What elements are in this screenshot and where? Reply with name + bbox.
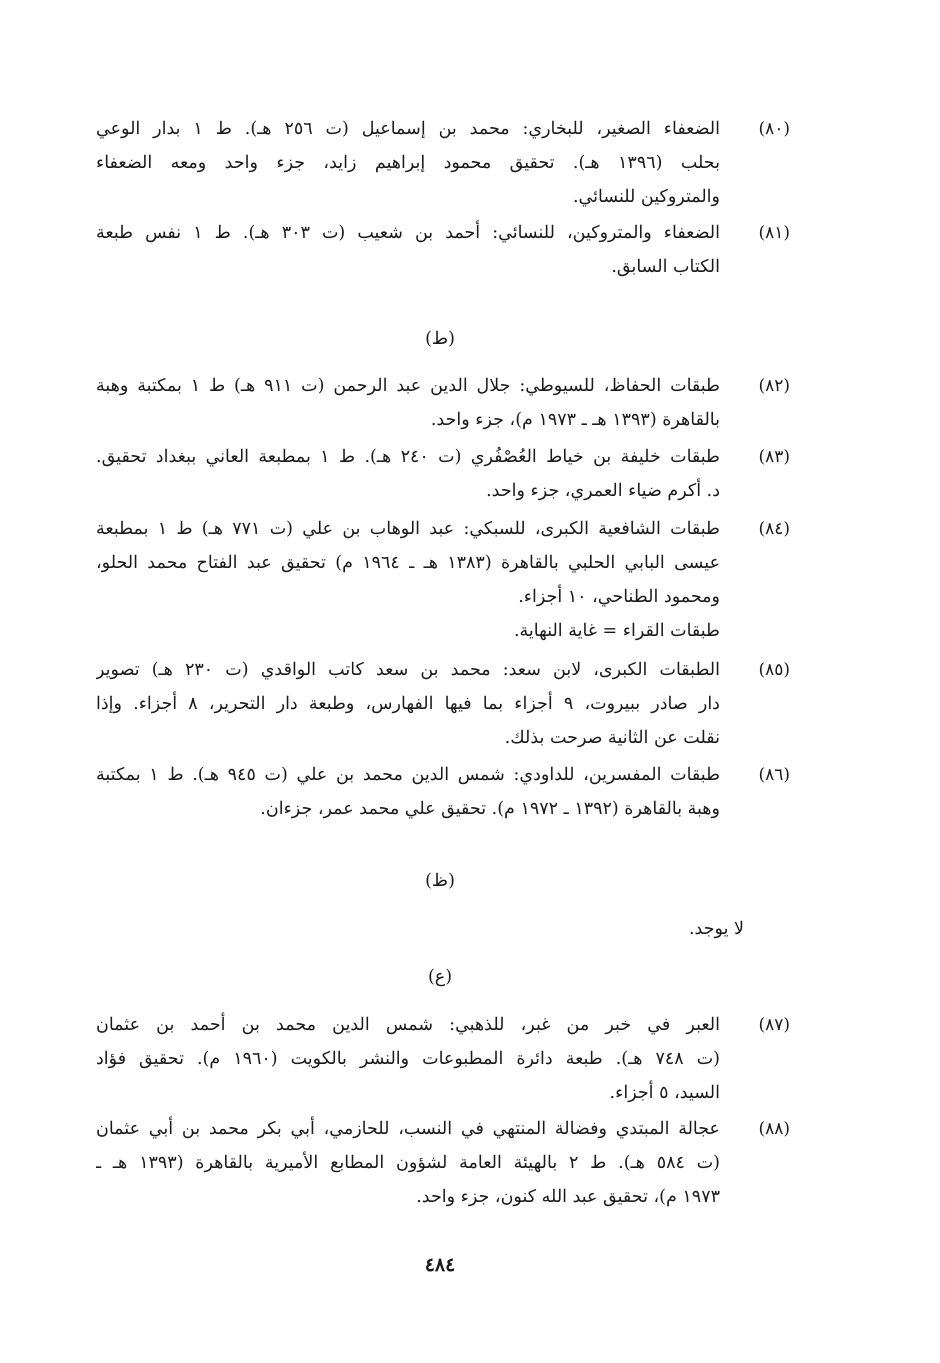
entry-line: (ت ٧٤٨ هـ). طبعة دائرة المطبوعات والنشر بالكويت (١٩٦٠ م). تحقيق فؤاد (96, 1049, 720, 1069)
entry-line: نقلت عن الثانية صرحت بذلك. (504, 728, 720, 748)
entry-line: طبقات القراء = غاية النهاية. (513, 621, 720, 641)
bibliography-entry-86 (96, 758, 790, 826)
entry-line: السيد، ٥ أجزاء. (609, 1083, 720, 1103)
entry-line: العبر في خبر من غبر، للذهبي: شمس الدين محمد بن أحمد بن عثمان (96, 1015, 720, 1035)
bibliography-entry-85 (96, 653, 790, 755)
page-number: ٤٨٤ (424, 1254, 456, 1276)
entry-line: عجالة المبتدي وفضالة المنتهي في النسب، للحازمي، أبي بكر محمد بن أبي عثمان (96, 1119, 720, 1139)
bibliography-entry-82 (96, 369, 790, 437)
entry-number: (٨٥) (758, 660, 790, 680)
entry-number: (٨٢) (758, 376, 790, 396)
bibliography-entry-81 (96, 216, 790, 284)
entry-number: (٨٧) (758, 1015, 790, 1035)
entry-number: (٨٠) (758, 119, 790, 139)
entry-line: الضعفاء والمتروكين، للنسائي: أحمد بن شعيب (ت ٣٠٣ هـ). ط ١ نفس طبعة (96, 223, 720, 243)
bibliography-entry-80 (96, 112, 790, 214)
bibliography-entry-88 (96, 1112, 790, 1214)
entry-line: د. أكرم ضياء العمري، جزء واحد. (486, 481, 720, 501)
entry-line: عيسى البابي الحلبي بالقاهرة (١٣٨٣ هـ ـ ١٩٦٤ م) تحقيق عبد الفتاح محمد الحلو، (96, 553, 720, 573)
entry-line: الطبقات الكبرى، لابن سعد: محمد بن سعد كاتب الواقدي (ت ٢٣٠ هـ) تصوير (96, 660, 720, 680)
entry-line: طبقات خليفة بن خياط العُصْفُري (ت ٢٤٠ هـ). ط ١ بمطبعة العاني ببغداد تحقيق. (96, 447, 720, 467)
entry-line: بحلب (١٣٩٦ هـ). تحقيق محمود إبراهيم زايد، جزء واحد ومعه الضعفاء (96, 153, 720, 173)
entry-line: طبقات المفسرين، للداودي: شمس الدين محمد بن علي (ت ٩٤٥ هـ). ط ١ بمكتبة (96, 765, 720, 785)
section-heading-za: (ظ) (425, 871, 455, 891)
entry-line: ومحمود الطناحي، ١٠ أجزاء. (518, 587, 720, 607)
entry-number: (٨٦) (758, 765, 790, 785)
entry-number: (٨٣) (758, 447, 790, 467)
entry-line: وهبة بالقاهرة (١٣٩٢ ـ ١٩٧٢ م). تحقيق علي محمد عمر، جزءان. (260, 799, 720, 819)
entry-line: الضعفاء الصغير، للبخاري: محمد بن إسماعيل (ت ٢٥٦ هـ). ط ١ بدار الوعي (96, 119, 720, 139)
entry-line: دار صادر ببيروت، ٩ أجزاء بما فيها الفهارس، وطبعة دار التحرير، ٨ أجزاء. وإذا (96, 694, 720, 714)
bibliography-entry-87 (96, 1008, 790, 1110)
entry-number: (٨٤) (758, 519, 790, 539)
bibliography-entry-84 (96, 512, 790, 648)
bibliography-entry-83 (96, 440, 790, 508)
entry-line: والمتروكين للنسائي. (572, 187, 720, 207)
entry-number: (٨١) (758, 223, 790, 243)
entry-number: (٨٨) (758, 1119, 790, 1139)
entry-line: بالقاهرة (١٣٩٣ هـ ـ ١٩٧٣ م)، جزء واحد. (430, 410, 720, 430)
entry-line: طبقات الحفاظ، للسيوطي: جلال الدين عبد الرحمن (ت ٩١١ هـ) ط ١ بمكتبة وهبة (96, 376, 720, 396)
entry-line: ١٩٧٣ م)، تحقيق عبد الله كنون، جزء واحد. (416, 1187, 720, 1207)
entry-line: الكتاب السابق. (611, 257, 720, 277)
no-entries-text: لا يوجد. (688, 919, 744, 939)
entry-line: (ت ٥٨٤ هـ). ط ٢ بالهيئة العامة لشؤون المطابع الأميرية بالقاهرة (١٣٩٣ هـ ـ (96, 1153, 720, 1173)
section-heading-ta: (ط) (425, 329, 455, 349)
section-heading-ain: (ع) (427, 967, 453, 987)
entry-line: طبقات الشافعية الكبرى، للسبكي: عبد الوهاب بن علي (ت ٧٧١ هـ) ط ١ بمطبعة (96, 519, 720, 539)
